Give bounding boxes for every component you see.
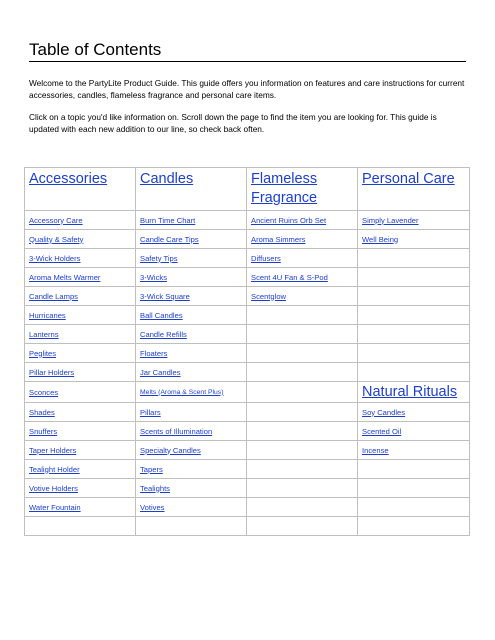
topic-link[interactable]: Scent 4U Fan & S-Pod	[247, 268, 358, 287]
topic-link[interactable]: Ancient Ruins Orb Set	[247, 211, 358, 230]
topic-link[interactable]: Burn Time Chart	[136, 211, 247, 230]
table-row	[25, 441, 470, 460]
title-rule	[29, 61, 466, 62]
topic-link[interactable]: Shades	[25, 403, 136, 422]
topic-link[interactable]: Scentglow	[247, 287, 358, 306]
topic-link[interactable]: Taper Holders	[25, 441, 136, 460]
empty-cell	[247, 422, 358, 441]
table-row	[25, 422, 470, 441]
topic-link[interactable]: Melts (Aroma & Scent Plus)	[136, 382, 247, 403]
topic-link[interactable]: Tapers	[136, 460, 247, 479]
topic-link[interactable]: Soy Candles	[358, 403, 470, 422]
empty-cell	[358, 287, 470, 306]
topic-link[interactable]: Sconces	[25, 382, 136, 403]
table-row	[25, 230, 470, 249]
topic-link[interactable]: Well Being	[358, 230, 470, 249]
empty-cell	[25, 517, 136, 536]
topic-link[interactable]: Scents of Illumination	[136, 422, 247, 441]
topic-link[interactable]: Scented Oil	[358, 422, 470, 441]
topic-link[interactable]: Candle Care Tips	[136, 230, 247, 249]
header-flameless-fragrance[interactable]: Flameless Fragrance	[247, 168, 358, 211]
table-row	[25, 460, 470, 479]
table-row	[25, 403, 470, 422]
empty-cell	[358, 268, 470, 287]
header-candles[interactable]: Candles	[136, 168, 247, 211]
empty-cell	[247, 325, 358, 344]
instructions-paragraph: Click on a topic you'd like information on. Scroll down the page to find the item you are looking for. This guide is updated with each new addition to our line, so check back often.	[29, 112, 437, 134]
empty-cell	[358, 498, 470, 517]
topic-link[interactable]: Tealights	[136, 479, 247, 498]
empty-cell	[358, 363, 470, 382]
table-row	[25, 211, 470, 230]
empty-cell	[247, 363, 358, 382]
topic-link[interactable]: Aroma Melts Warmer	[25, 268, 136, 287]
intro-paragraph: Welcome to the PartyLite Product Guide. This guide offers you information on features and care instructions for current accessories, candles, flameless fragrance and personal care items.	[29, 78, 465, 100]
header-accessories[interactable]: Accessories	[25, 168, 136, 211]
empty-cell	[358, 249, 470, 268]
topic-link[interactable]: Water Fountain	[25, 498, 136, 517]
header-personal-care[interactable]: Personal Care	[358, 168, 470, 211]
empty-cell	[247, 479, 358, 498]
empty-cell	[247, 403, 358, 422]
empty-cell	[358, 460, 470, 479]
table-row	[25, 325, 470, 344]
table-row	[25, 382, 470, 403]
empty-cell	[136, 517, 247, 536]
topic-link[interactable]: 3-Wick Holders	[25, 249, 136, 268]
topic-link[interactable]: Diffusers	[247, 249, 358, 268]
topic-link[interactable]: Ball Candles	[136, 306, 247, 325]
topic-link[interactable]: Pillars	[136, 403, 247, 422]
topic-link[interactable]: Votive Holders	[25, 479, 136, 498]
table-row	[25, 479, 470, 498]
topic-link[interactable]: Floaters	[136, 344, 247, 363]
topic-link[interactable]: Safety Tips	[136, 249, 247, 268]
topic-link[interactable]: Votives	[136, 498, 247, 517]
empty-cell	[247, 441, 358, 460]
empty-cell	[358, 306, 470, 325]
empty-cell	[358, 325, 470, 344]
table-row	[25, 344, 470, 363]
table-row	[25, 498, 470, 517]
empty-cell	[247, 517, 358, 536]
table-row	[25, 363, 470, 382]
table-row	[25, 306, 470, 325]
topic-link[interactable]: Peglites	[25, 344, 136, 363]
empty-cell	[247, 460, 358, 479]
empty-cell	[358, 479, 470, 498]
empty-cell	[247, 306, 358, 325]
topic-link[interactable]: Snuffers	[25, 422, 136, 441]
topic-link[interactable]: 3-Wicks	[136, 268, 247, 287]
contents-table	[24, 167, 470, 536]
empty-cell	[247, 344, 358, 363]
topic-link[interactable]: Accessory Care	[25, 211, 136, 230]
topic-link[interactable]: Candle Refills	[136, 325, 247, 344]
topic-link[interactable]: Candle Lamps	[25, 287, 136, 306]
topic-link[interactable]: 3-Wick Square	[136, 287, 247, 306]
table-row	[25, 268, 470, 287]
empty-cell	[247, 382, 358, 403]
empty-cell	[358, 344, 470, 363]
topic-link[interactable]: Tealight Holder	[25, 460, 136, 479]
topic-link[interactable]: Aroma Simmers	[247, 230, 358, 249]
table-row	[25, 249, 470, 268]
topic-link[interactable]: Jar Candles	[136, 363, 247, 382]
header-natural-rituals[interactable]: Natural Rituals	[358, 382, 470, 403]
table-row	[25, 517, 470, 536]
empty-cell	[358, 517, 470, 536]
topic-link[interactable]: Incense	[358, 441, 470, 460]
topic-link[interactable]: Simply Lavender	[358, 211, 470, 230]
topic-link[interactable]: Hurricanes	[25, 306, 136, 325]
empty-cell	[247, 498, 358, 517]
table-row	[25, 287, 470, 306]
topic-link[interactable]: Specialty Candles	[136, 441, 247, 460]
topic-link[interactable]: Quality & Safety	[25, 230, 136, 249]
page-title: Table of Contents	[29, 40, 162, 59]
topic-link[interactable]: Pillar Holders	[25, 363, 136, 382]
header-row	[25, 168, 470, 211]
topic-link[interactable]: Lanterns	[25, 325, 136, 344]
